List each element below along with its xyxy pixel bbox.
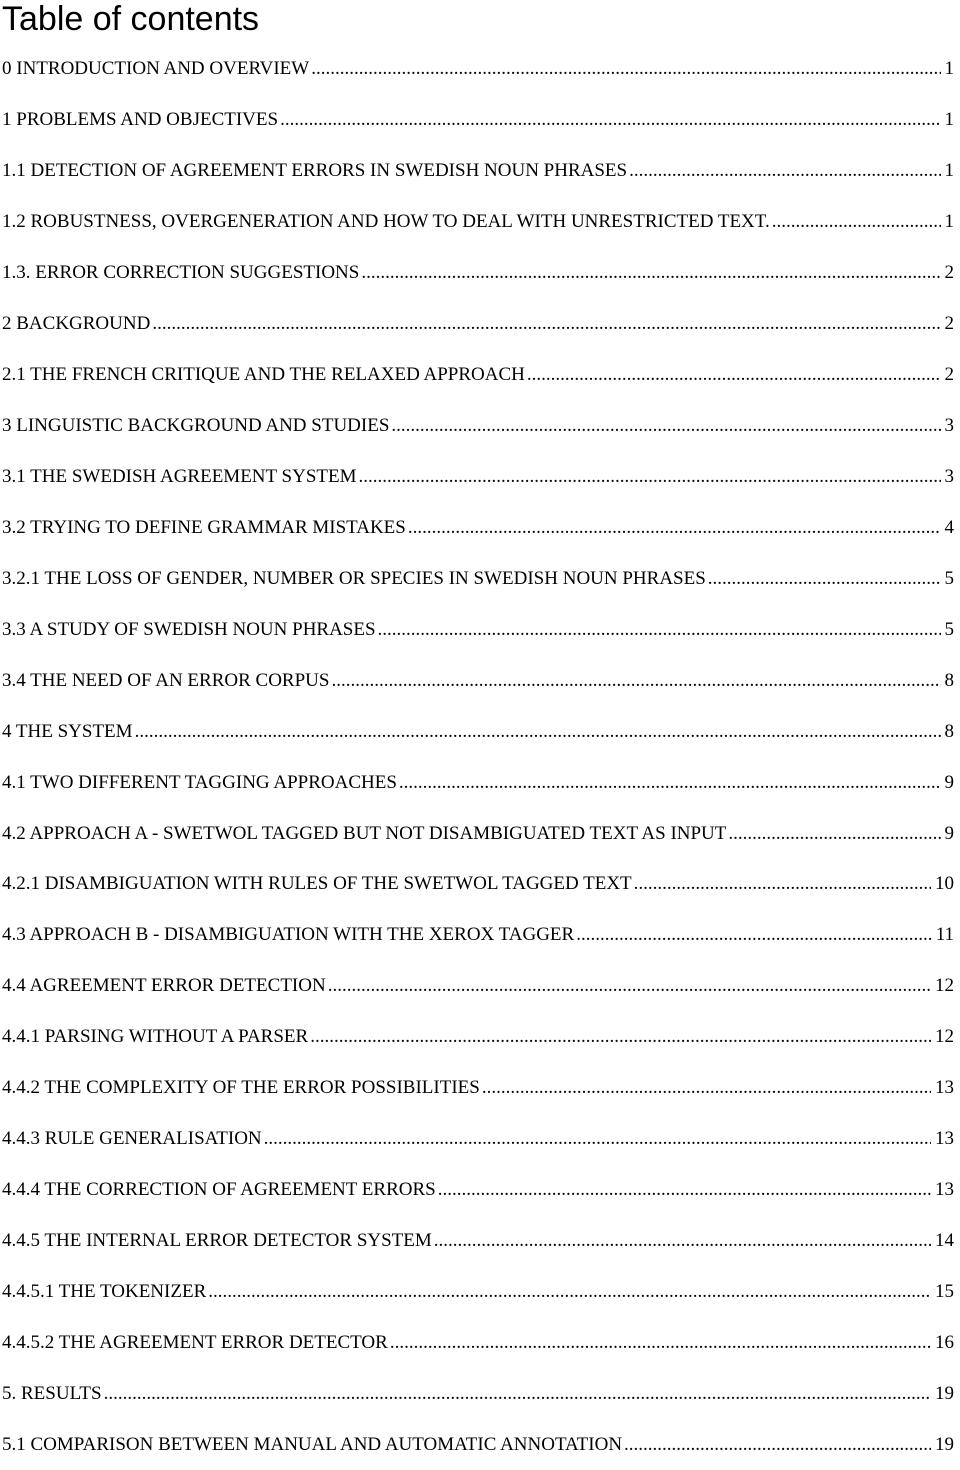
toc-dot-leader: [624, 1434, 931, 1456]
toc-entry-page: 1: [945, 58, 960, 80]
toc-dot-leader: [408, 517, 941, 539]
toc-entry-page: 19: [935, 1383, 960, 1405]
toc-entry[interactable]: [0, 1368, 960, 1419]
toc-entry-label: 4.3 APPROACH B - DISAMBIGUATION WITH THE XEROX TAGGER: [0, 924, 574, 946]
toc-entry[interactable]: [0, 553, 960, 604]
toc-dot-leader: [708, 568, 941, 590]
toc-entry[interactable]: [0, 350, 960, 401]
toc-dot-leader: [359, 466, 941, 488]
toc-entry[interactable]: [0, 44, 960, 95]
toc-dot-leader: [331, 670, 940, 692]
toc-entry-label: 3.3 A STUDY OF SWEDISH NOUN PHRASES: [0, 619, 376, 641]
toc-entry[interactable]: [0, 1165, 960, 1216]
toc-dot-leader: [576, 924, 932, 946]
toc-dot-leader: [311, 58, 940, 80]
toc-entry-page: 12: [935, 975, 960, 997]
toc-entry-label: 4.4.1 PARSING WITHOUT A PARSER: [0, 1026, 308, 1048]
toc-entry-label: 1 PROBLEMS AND OBJECTIVES: [0, 109, 278, 131]
toc-entry-label: 4.2 APPROACH A - SWETWOL TAGGED BUT NOT DISAMBIGUATED TEXT AS INPUT: [0, 823, 726, 845]
toc-dot-leader: [104, 1383, 931, 1405]
toc-entry-page: 9: [945, 823, 960, 845]
toc-entry[interactable]: [0, 248, 960, 299]
toc-entry-page: 1: [945, 160, 960, 182]
toc-dot-leader: [527, 364, 941, 386]
toc-dot-leader: [328, 975, 931, 997]
toc-entry-page: 1: [945, 109, 960, 131]
toc-dot-leader: [482, 1077, 931, 1099]
toc-dot-leader: [152, 313, 940, 335]
toc-entry[interactable]: [0, 1114, 960, 1165]
toc-entry-page: 1: [945, 211, 960, 233]
toc-dot-leader: [434, 1230, 931, 1252]
toc-entry-page: 13: [935, 1179, 960, 1201]
toc-dot-leader: [310, 1026, 931, 1048]
toc-entry[interactable]: [0, 1267, 960, 1318]
toc-entry-page: 15: [935, 1281, 960, 1303]
toc-entry-page: 5: [945, 619, 960, 641]
toc-entry-page: 13: [935, 1077, 960, 1099]
toc-entry-label: 4.4.5.1 THE TOKENIZER: [0, 1281, 206, 1303]
toc-entry-label: 4.1 TWO DIFFERENT TAGGING APPROACHES: [0, 772, 397, 794]
toc-dot-leader: [378, 619, 941, 641]
toc-entry-label: 4.2.1 DISAMBIGUATION WITH RULES OF THE SWETWOL TAGGED TEXT: [0, 873, 632, 895]
toc-dot-leader: [634, 873, 931, 895]
toc-entry-page: 4: [945, 517, 960, 539]
toc-entry[interactable]: [0, 706, 960, 757]
toc-entry-page: 11: [936, 924, 960, 946]
toc-entry[interactable]: [0, 1012, 960, 1063]
toc-entry[interactable]: [0, 910, 960, 961]
toc-entry-page: 19: [935, 1434, 960, 1456]
toc-entry-label: 2 BACKGROUND: [0, 313, 150, 335]
page-title: Table of contents: [2, 0, 259, 38]
toc-entry-label: 0 INTRODUCTION AND OVERVIEW: [0, 58, 309, 80]
toc-dot-leader: [438, 1179, 931, 1201]
toc-dot-leader: [772, 211, 941, 233]
toc-entry-label: 5.1 COMPARISON BETWEEN MANUAL AND AUTOMATIC ANNOTATION: [0, 1434, 622, 1456]
toc-entry[interactable]: [0, 146, 960, 197]
toc-entry-page: 8: [945, 721, 960, 743]
toc-entry-label: 4 THE SYSTEM: [0, 721, 133, 743]
toc-entry-label: 3.2 TRYING TO DEFINE GRAMMAR MISTAKES: [0, 517, 406, 539]
toc-entry-page: 10: [935, 873, 960, 895]
toc-entry[interactable]: [0, 655, 960, 706]
toc-entry-page: 9: [945, 772, 960, 794]
toc-entry[interactable]: [0, 961, 960, 1012]
toc-entry[interactable]: [0, 808, 960, 859]
toc-entry-label: 4.4.4 THE CORRECTION OF AGREEMENT ERRORS: [0, 1179, 436, 1201]
toc-entry-label: 4.4.3 RULE GENERALISATION: [0, 1128, 262, 1150]
toc-entry-page: 5: [945, 568, 960, 590]
toc-entry[interactable]: [0, 502, 960, 553]
toc-entry-label: 2.1 THE FRENCH CRITIQUE AND THE RELAXED APPROACH: [0, 364, 525, 386]
toc-entry-label: 1.3. ERROR CORRECTION SUGGESTIONS: [0, 262, 359, 284]
toc-entry-label: 4.4.5.2 THE AGREEMENT ERROR DETECTOR: [0, 1332, 388, 1354]
toc-dot-leader: [280, 109, 940, 131]
toc-dot-leader: [264, 1128, 931, 1150]
toc-dot-leader: [629, 160, 940, 182]
toc-entry[interactable]: [0, 95, 960, 146]
toc-entry-label: 1.2 ROBUSTNESS, OVERGENERATION AND HOW TO DEAL WITH UNRESTRICTED TEXT.: [0, 211, 770, 233]
toc-dot-leader: [391, 415, 940, 437]
toc-entry[interactable]: [0, 401, 960, 452]
toc-entry[interactable]: [0, 757, 960, 808]
toc-entry-label: 3.2.1 THE LOSS OF GENDER, NUMBER OR SPECIES IN SWEDISH NOUN PHRASES: [0, 568, 706, 590]
toc-entry[interactable]: [0, 859, 960, 910]
toc-entry-page: 16: [935, 1332, 960, 1354]
toc-entry-label: 3.1 THE SWEDISH AGREEMENT SYSTEM: [0, 466, 357, 488]
toc-entry-page: 3: [945, 415, 960, 437]
toc-entry-label: 4.4 AGREEMENT ERROR DETECTION: [0, 975, 326, 997]
toc-dot-leader: [728, 823, 940, 845]
toc-entry-label: 4.4.5 THE INTERNAL ERROR DETECTOR SYSTEM: [0, 1230, 432, 1252]
toc-entry-page: 13: [935, 1128, 960, 1150]
toc-dot-leader: [135, 721, 941, 743]
toc-entry-page: 14: [935, 1230, 960, 1252]
toc-dot-leader: [399, 772, 941, 794]
toc-entry-page: 12: [935, 1026, 960, 1048]
toc-entry[interactable]: [0, 299, 960, 350]
toc-dot-leader: [208, 1281, 931, 1303]
toc-dot-leader: [361, 262, 940, 284]
toc-entry-label: 4.4.2 THE COMPLEXITY OF THE ERROR POSSIBILITIES: [0, 1077, 480, 1099]
toc-dot-leader: [390, 1332, 931, 1354]
toc-entry[interactable]: [0, 604, 960, 655]
toc-entry[interactable]: [0, 1063, 960, 1114]
toc-entry[interactable]: [0, 452, 960, 503]
toc-entry-label: 1.1 DETECTION OF AGREEMENT ERRORS IN SWEDISH NOUN PHRASES: [0, 160, 627, 182]
toc-entry-label: 3.4 THE NEED OF AN ERROR CORPUS: [0, 670, 329, 692]
toc-entry-page: 8: [945, 670, 960, 692]
toc-entry[interactable]: [0, 197, 960, 248]
toc-list: [0, 44, 960, 1470]
toc-entry-label: 5. RESULTS: [0, 1383, 102, 1405]
toc-entry[interactable]: [0, 1216, 960, 1267]
toc-entry-label: 3 LINGUISTIC BACKGROUND AND STUDIES: [0, 415, 389, 437]
toc-entry-page: 2: [945, 262, 960, 284]
toc-entry[interactable]: [0, 1317, 960, 1368]
toc-entry-page: 2: [945, 313, 960, 335]
toc-entry-page: 2: [945, 364, 960, 386]
toc-entry[interactable]: [0, 1419, 960, 1470]
toc-entry-page: 3: [945, 466, 960, 488]
